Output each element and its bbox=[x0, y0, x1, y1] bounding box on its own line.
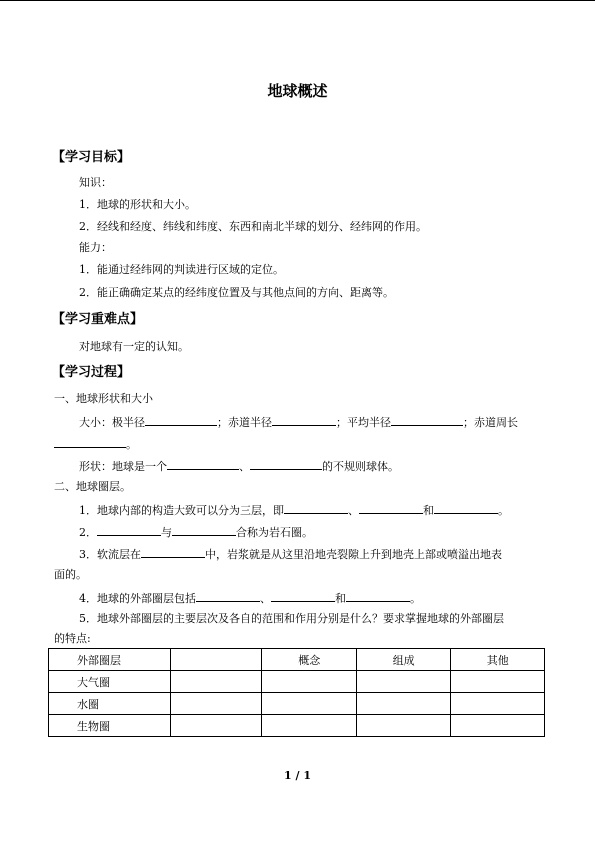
objectives-heading: 【学习目标】 bbox=[52, 150, 131, 165]
shape-suffix: 的不规则球体。 bbox=[322, 460, 399, 473]
blank-q1-2[interactable] bbox=[359, 502, 423, 514]
blank-equator-radius[interactable] bbox=[272, 414, 336, 426]
blank-q1-3[interactable] bbox=[434, 502, 498, 514]
blank-q3-1[interactable] bbox=[141, 546, 205, 558]
knowledge-label: 知识： bbox=[79, 176, 112, 189]
size-line bbox=[79, 414, 518, 430]
blank-polar-radius[interactable] bbox=[145, 414, 217, 426]
q4-and: 和 bbox=[335, 592, 346, 605]
question-4 bbox=[79, 590, 421, 606]
part2-title: 二、地球圈层。 bbox=[54, 480, 131, 493]
blank-q2-2[interactable] bbox=[172, 524, 236, 536]
page-number: 1 / 1 bbox=[284, 769, 311, 782]
part1-title: 一、地球形状和大小 bbox=[54, 392, 153, 405]
process-heading: 【学习过程】 bbox=[52, 365, 131, 380]
question-2 bbox=[79, 524, 313, 540]
table-row bbox=[49, 715, 545, 737]
blank-q4-2[interactable] bbox=[271, 590, 335, 602]
blank-q4-1[interactable] bbox=[196, 590, 260, 602]
blank-mean-radius[interactable] bbox=[391, 414, 463, 426]
q1-text: 1．地球内部的构造大致可以分为三层，即 bbox=[79, 504, 284, 517]
ability-item-2: 2．能正确确定某点的经纬度位置及与其他点间的方向、距离等。 bbox=[79, 286, 394, 299]
size-polar-label: 大小：极半径 bbox=[79, 416, 145, 429]
knowledge-item-1: 1．地球的形状和大小。 bbox=[79, 198, 196, 211]
size-line-cont bbox=[54, 436, 137, 452]
q3-text: 3．软流层在 bbox=[79, 548, 141, 561]
page-title: 地球概述 bbox=[267, 82, 328, 100]
q4-text: 4．地球的外部圈层包括 bbox=[79, 592, 196, 605]
row-label-atmosphere: 大气圈 bbox=[49, 671, 171, 693]
knowledge-item-2: 2．经线和经度、纬线和纬度、东西和南北半球的划分、经纬网的作用。 bbox=[79, 220, 427, 233]
q3-rest: 中，岩浆就是从这里沿地壳裂隙上升到地壳上部或喷溢出地表 bbox=[205, 548, 502, 561]
q1-and: 和 bbox=[423, 504, 434, 517]
shape-sep: 、 bbox=[239, 460, 250, 473]
table-cell[interactable] bbox=[451, 693, 545, 715]
blank-q1-1[interactable] bbox=[284, 502, 348, 514]
q2-mid: 与 bbox=[161, 526, 172, 539]
outer-spheres-table bbox=[48, 648, 545, 737]
size-mean-label: ；平均半径 bbox=[336, 416, 391, 429]
table-header-cell bbox=[170, 649, 262, 671]
top-rule bbox=[0, 0, 595, 1]
table-header-cell: 其他 bbox=[451, 649, 545, 671]
shape-label: 形状：地球是一个 bbox=[79, 460, 167, 473]
table-header-cell: 组成 bbox=[356, 649, 450, 671]
question-1 bbox=[79, 502, 509, 518]
table-cell[interactable] bbox=[262, 671, 356, 693]
blank-shape-2[interactable] bbox=[250, 458, 322, 470]
table-header-row bbox=[49, 649, 545, 671]
key-points-text: 对地球有一定的认知。 bbox=[79, 340, 189, 353]
size-end: 。 bbox=[126, 438, 137, 451]
question-5: 5．地球外部圈层的主要层次及各自的范围和作用分别是什么？要求掌握地球的外部圈层 bbox=[79, 612, 504, 625]
table-cell[interactable] bbox=[170, 671, 262, 693]
table-cell[interactable] bbox=[356, 715, 450, 737]
key-points-heading: 【学习重难点】 bbox=[52, 312, 144, 327]
ability-label: 能力： bbox=[79, 241, 112, 254]
row-label-biosphere: 生物圈 bbox=[49, 715, 171, 737]
table-header-cell: 概念 bbox=[262, 649, 356, 671]
row-label-hydrosphere: 水圈 bbox=[49, 693, 171, 715]
size-equator-label: ；赤道半径 bbox=[217, 416, 272, 429]
blank-equator-circumference[interactable] bbox=[54, 436, 126, 448]
table-cell[interactable] bbox=[451, 715, 545, 737]
q1-sep: 、 bbox=[348, 504, 359, 517]
question-3-cont: 面的。 bbox=[54, 568, 87, 581]
table-header-cell: 外部圈层 bbox=[49, 649, 171, 671]
q4-end: 。 bbox=[410, 592, 421, 605]
q2-end: 合称为岩石圈。 bbox=[236, 526, 313, 539]
table-cell[interactable] bbox=[262, 693, 356, 715]
question-5-cont: 的特点: bbox=[54, 632, 91, 645]
table-row bbox=[49, 693, 545, 715]
size-circ-label: ；赤道周长 bbox=[463, 416, 518, 429]
table-row bbox=[49, 671, 545, 693]
shape-line bbox=[79, 458, 399, 474]
ability-item-1: 1．能通过经纬网的判读进行区域的定位。 bbox=[79, 263, 284, 276]
table-cell[interactable] bbox=[356, 671, 450, 693]
q4-sep: 、 bbox=[260, 592, 271, 605]
blank-shape-1[interactable] bbox=[167, 458, 239, 470]
q2-number: 2． bbox=[79, 526, 97, 539]
table-cell[interactable] bbox=[451, 671, 545, 693]
blank-q2-1[interactable] bbox=[97, 524, 161, 536]
table-cell[interactable] bbox=[262, 715, 356, 737]
table-cell[interactable] bbox=[170, 693, 262, 715]
question-3 bbox=[79, 546, 502, 562]
table-cell[interactable] bbox=[170, 715, 262, 737]
q1-end: 。 bbox=[498, 504, 509, 517]
table-cell[interactable] bbox=[356, 693, 450, 715]
blank-q4-3[interactable] bbox=[346, 590, 410, 602]
